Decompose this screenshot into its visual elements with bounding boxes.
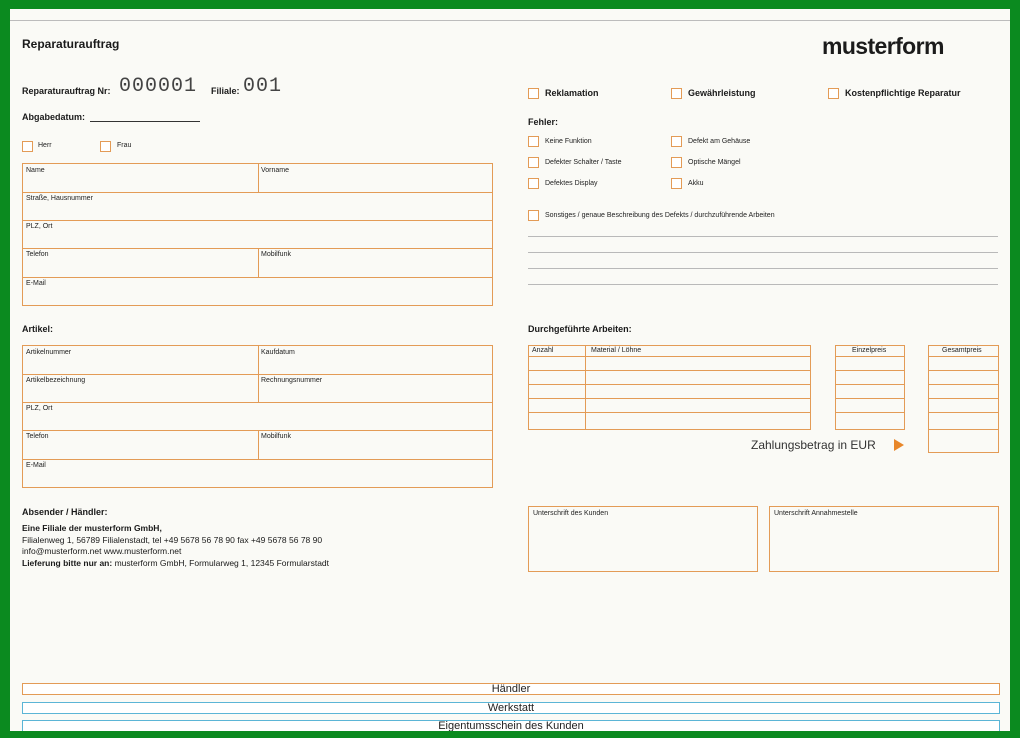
rechnungsnummer-field[interactable]: Rechnungsnummer (261, 377, 323, 384)
schalter-checkbox[interactable] (528, 157, 539, 168)
keine-funktion-label: Keine Funktion (545, 138, 592, 145)
reklamation-checkbox[interactable] (528, 88, 539, 99)
frau-label: Frau (117, 142, 132, 149)
article-box (22, 345, 493, 488)
article-mobilfunk-field[interactable]: Mobilfunk (261, 433, 291, 440)
keine-funktion-checkbox[interactable] (528, 136, 539, 147)
gewaehrleistung-label: Gewährleistung (688, 88, 756, 98)
zahlungsbetrag-label: Zahlungsbetrag in EUR (751, 438, 876, 452)
gewaehrleistung-checkbox[interactable] (671, 88, 682, 99)
delivery-label: Lieferung bitte nur an: (22, 557, 113, 568)
col-einzelpreis: Einzelpreis (852, 347, 887, 354)
copy-strip-werkstatt: Werkstatt (22, 702, 1000, 714)
col-material: Material / Löhne (591, 347, 642, 354)
form-title: Reparaturauftrag (22, 37, 120, 51)
order-nr-label: Reparaturauftrag Nr: (22, 86, 111, 96)
top-rule (10, 20, 1010, 21)
description-line-3[interactable] (528, 268, 998, 269)
arrow-right-icon (894, 439, 904, 451)
signature-annahme-box[interactable] (769, 506, 999, 572)
kaufdatum-field[interactable]: Kaufdatum (261, 349, 295, 356)
herr-checkbox[interactable] (22, 141, 33, 152)
article-email-field[interactable]: E-Mail (26, 462, 46, 469)
kostenpflichtig-label: Kostenpflichtige Reparatur (845, 88, 961, 98)
strasse-field[interactable]: Straße, Hausnummer (26, 195, 93, 202)
reklamation-label: Reklamation (545, 88, 599, 98)
display-label: Defektes Display (545, 180, 598, 187)
signature-annahme-label: Unterschrift Annahmestelle (774, 510, 858, 517)
defekt-gehaeuse-label: Defekt am Gehäuse (688, 138, 751, 145)
schalter-label: Defekter Schalter / Taste (545, 159, 622, 166)
signature-customer-box[interactable] (528, 506, 758, 572)
name-field[interactable]: Name (26, 167, 45, 174)
sonstiges-label: Sonstiges / genaue Beschreibung des Defekts / durchzuführende Arbeiten (545, 212, 775, 219)
herr-label: Herr (38, 142, 52, 149)
delivery-value: musterform GmbH, Formularweg 1, 12345 Formularstadt (112, 557, 330, 568)
optische-checkbox[interactable] (671, 157, 682, 168)
plz-field[interactable]: PLZ, Ort (26, 223, 53, 230)
abgabedatum-label: Abgabedatum: (22, 112, 85, 122)
signature-customer-label: Unterschrift des Kunden (533, 510, 609, 517)
fehler-heading: Fehler: (528, 117, 559, 127)
frau-checkbox[interactable] (100, 141, 111, 152)
gesamtpreis-table (928, 345, 999, 453)
artikelbezeichnung-field[interactable]: Artikelbezeichnung (26, 377, 86, 384)
einzelpreis-table (835, 345, 905, 430)
sender-web: info@musterform.net www.musterform.net (22, 546, 182, 556)
description-line-4[interactable] (528, 284, 998, 285)
customer-box (22, 163, 493, 306)
sender-company: Eine Filiale der musterform GmbH, (22, 523, 162, 533)
copy-strip-kunde: Eigentumsschein des Kunden (22, 720, 1000, 731)
sender-address: Filialenweg 1, 56789 Filialenstadt, tel +49 5678 56 78 90 fax +49 5678 56 78 90 (22, 534, 323, 545)
sonstiges-checkbox[interactable] (528, 210, 539, 221)
akku-checkbox[interactable] (671, 178, 682, 189)
material-table (528, 345, 811, 430)
email-field[interactable]: E-Mail (26, 280, 46, 287)
optische-label: Optische Mängel (688, 159, 741, 166)
musterform-logo: musterform (822, 33, 944, 59)
description-line-1[interactable] (528, 236, 998, 237)
description-line-2[interactable] (528, 252, 998, 253)
filiale-value[interactable]: 001 (243, 75, 283, 98)
repair-order-form (10, 9, 1010, 731)
article-telefon-field[interactable]: Telefon (26, 433, 49, 440)
defekt-gehaeuse-checkbox[interactable] (671, 136, 682, 147)
article-plz-field[interactable]: PLZ, Ort (26, 405, 53, 412)
telefon-field[interactable]: Telefon (26, 251, 49, 258)
artikelnummer-field[interactable]: Artikelnummer (26, 349, 72, 356)
vorname-field[interactable]: Vorname (261, 167, 290, 174)
col-gesamtpreis: Gesamtpreis (942, 347, 982, 354)
filiale-label: Filiale: (211, 86, 240, 96)
copy-strip-haendler: Händler (22, 683, 1000, 695)
col-anzahl: Anzahl (532, 347, 554, 354)
artikel-heading: Artikel: (22, 324, 54, 334)
arbeiten-heading: Durchgeführte Arbeiten: (528, 324, 632, 334)
sender-address-block (22, 523, 329, 569)
display-checkbox[interactable] (528, 178, 539, 189)
absender-heading: Absender / Händler: (22, 507, 108, 517)
order-nr-value[interactable]: 000001 (119, 75, 198, 98)
kostenpflichtig-checkbox[interactable] (828, 88, 839, 99)
akku-label: Akku (688, 180, 704, 187)
mobilfunk-field[interactable]: Mobilfunk (261, 251, 291, 258)
abgabedatum-field[interactable] (90, 121, 200, 122)
